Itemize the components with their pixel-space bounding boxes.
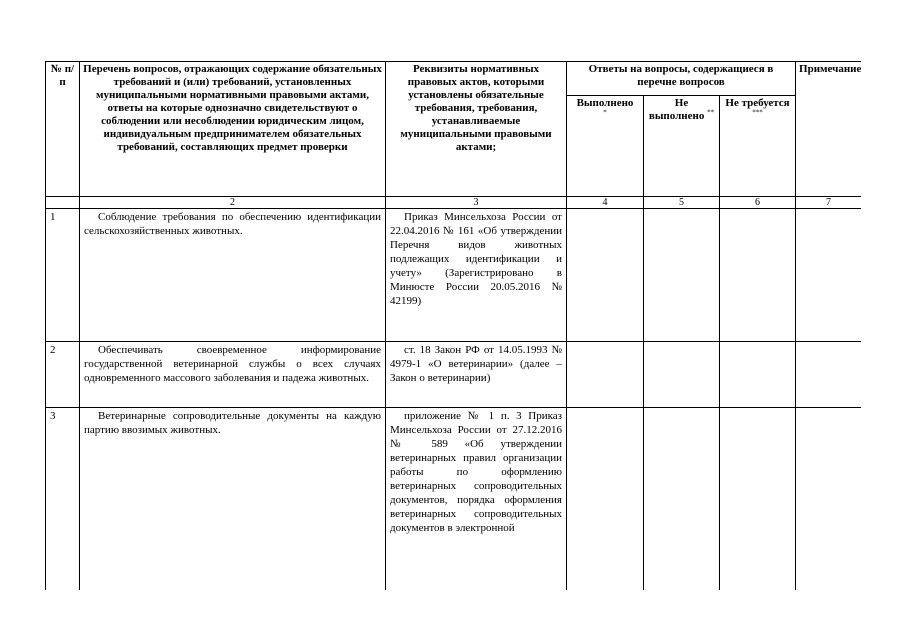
header-number: № п/п bbox=[46, 62, 80, 197]
column-number-2: 2 bbox=[80, 197, 386, 209]
column-number-row bbox=[46, 197, 862, 209]
row-index: 1 bbox=[46, 209, 80, 342]
header-row-top bbox=[46, 62, 862, 96]
row-act: приложение № 1 п. 3 Приказ Минсельхоза России от 27.12.2016 № 589 «Об утверждении ветеринарных правил организации работы по оформлению ветеринарных сопроводительных документов, порядка оформления ветеринарных сопроводительных документов в электронной bbox=[386, 408, 567, 591]
header-note: Примечание bbox=[796, 62, 861, 197]
answer-not-required-cell[interactable] bbox=[720, 408, 796, 591]
header-questions: Перечень вопросов, отражающих содержание обязательных требований и (или) требований, установленных муниципальными нормативными правовыми актами, ответы на которые однозначно свидетельствуют о соблюдении или несоблюдении юридическим лицом, индивидуальным предпринимателем обязательных требований, составляющих предмет проверки bbox=[80, 62, 386, 197]
table-row bbox=[46, 408, 862, 591]
row-act: ст. 18 Закон РФ от 14.05.1993 № 4979-1 «О ветеринарии» (далее – Закон о ветеринарии) bbox=[386, 342, 567, 408]
note-cell[interactable] bbox=[796, 408, 861, 591]
answer-done-cell[interactable] bbox=[567, 209, 644, 342]
row-question: Обеспечивать своевременное информирование государственной ветеринарной службы о всех случаях одновременного массового заболевания и падежа животных. bbox=[80, 342, 386, 408]
header-not-done-label: Не выполнено bbox=[648, 97, 705, 122]
row-act: Приказ Минсельхоза России от 22.04.2016 № 161 «Об утверждении Перечня видов животных подлежащих идентификации и учету» (Зарегистрировано в Минюсте России 20.05.2016 № 42199) bbox=[386, 209, 567, 342]
row-question: Соблюдение требования по обеспечению идентификации сельскохозяйственных животных. bbox=[80, 209, 386, 342]
column-number-1 bbox=[46, 197, 80, 209]
column-number-4: 4 bbox=[567, 197, 644, 209]
answer-not-required-cell[interactable] bbox=[720, 209, 796, 342]
answer-not-done-cell[interactable] bbox=[644, 209, 720, 342]
table-row bbox=[46, 209, 862, 342]
checklist-page bbox=[45, 61, 861, 590]
checklist-table bbox=[45, 61, 861, 590]
column-number-3: 3 bbox=[386, 197, 567, 209]
header-not-required-mark: *** bbox=[752, 108, 763, 117]
table-row bbox=[46, 342, 862, 408]
note-cell[interactable] bbox=[796, 209, 861, 342]
header-done bbox=[567, 96, 644, 197]
header-not-done-mark: ** bbox=[707, 108, 715, 117]
row-index: 2 bbox=[46, 342, 80, 408]
row-index: 3 bbox=[46, 408, 80, 591]
header-not-required-label: Не требуется bbox=[725, 97, 790, 109]
answer-done-cell[interactable] bbox=[567, 342, 644, 408]
header-done-mark: * bbox=[603, 108, 607, 117]
header-acts: Реквизиты нормативных правовых актов, которыми установлены обязательные требования, требования, устанавливаемые муниципальными правовыми актами; bbox=[386, 62, 567, 197]
column-number-6: 6 bbox=[720, 197, 796, 209]
column-number-7: 7 bbox=[796, 197, 861, 209]
header-done-label: Выполнено bbox=[576, 97, 634, 109]
header-not-done bbox=[644, 96, 720, 197]
note-cell[interactable] bbox=[796, 342, 861, 408]
header-not-required bbox=[720, 96, 796, 197]
header-answers-group: Ответы на вопросы, содержащиеся в перечне вопросов bbox=[567, 62, 796, 96]
column-number-5: 5 bbox=[644, 197, 720, 209]
answer-not-required-cell[interactable] bbox=[720, 342, 796, 408]
answer-not-done-cell[interactable] bbox=[644, 408, 720, 591]
answer-not-done-cell[interactable] bbox=[644, 342, 720, 408]
row-question: Ветеринарные сопроводительные документы на каждую партию ввозимых животных. bbox=[80, 408, 386, 591]
answer-done-cell[interactable] bbox=[567, 408, 644, 591]
